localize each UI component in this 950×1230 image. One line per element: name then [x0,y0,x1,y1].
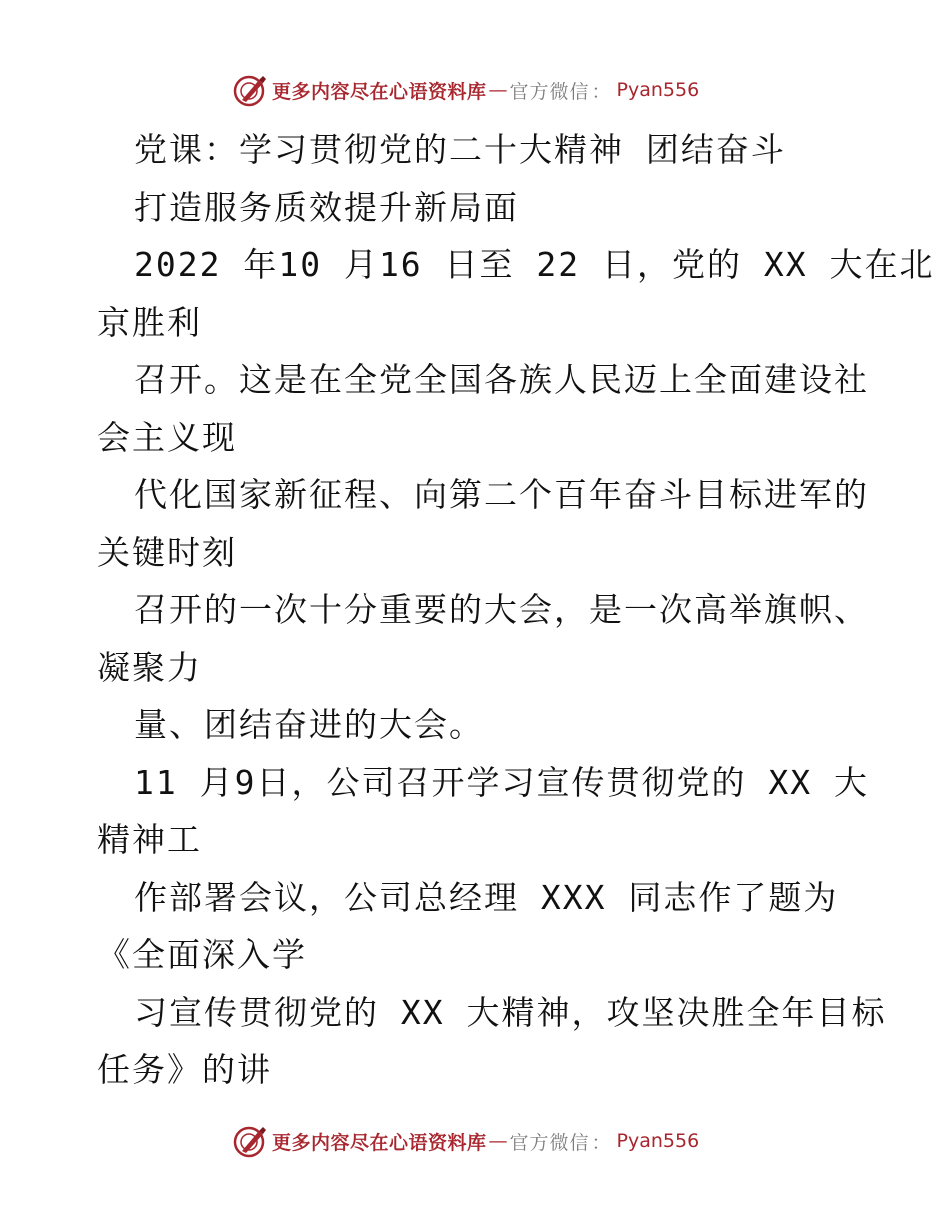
paragraph-line: 11 月9日，公司召开学习宣传贯彻党的 XX 大 [134,762,869,802]
document-body [97,121,935,1099]
paragraph-line: 精神工 [97,820,202,859]
paragraph-line: 代化国家新征程、向第二个百年奋斗目标进军的 [134,475,869,514]
paragraph-line: 凝聚力 [97,647,202,687]
paragraph-line: 京胜利 [97,302,202,342]
watermark-separator: — [488,1130,508,1152]
watermark-brand: 更多内容尽在心语资料库 [272,80,487,103]
watermark-separator: — [488,79,508,101]
watermark-colon: ： [591,1131,611,1154]
paragraph-line: 量、团结奋进的大会。 [134,705,484,744]
watermark-banner-bottom [232,1121,699,1161]
paragraph-line: 《全面深入学 [97,935,307,974]
watermark-account: Pyan556 [616,1130,700,1152]
pen-logo-icon [232,72,268,108]
paragraph-line: 2022 年10 月16 日至 22 日，党的 XX 大在北 [134,245,935,284]
doc-title-line-2: 打造服务质效提升新局面 [134,187,519,227]
watermark-account: Pyan556 [616,79,700,101]
paragraph-line: 召开。这是在全党全国各族人民迈上全面建设社 [134,360,869,399]
watermark-wechat-label: 官方微信 [509,1131,590,1154]
watermark-wechat-label: 官方微信 [509,80,590,103]
watermark-banner-top [232,70,699,110]
paragraph-line: 会主义现 [97,417,237,457]
paragraph-line: 习宣传贯彻党的 XX 大精神，攻坚决胜全年目标 [134,992,887,1032]
doc-title-line-1: 党课：学习贯彻党的二十大精神 团结奋斗 [134,130,786,169]
watermark-brand: 更多内容尽在心语资料库 [272,1131,487,1154]
watermark-colon: ： [591,80,611,103]
paragraph-line: 关键时刻 [97,532,237,572]
pen-logo-icon [232,1123,268,1159]
paragraph-line: 作部署会议，公司总经理 XXX 同志作了题为 [134,877,839,917]
paragraph-line: 任务》的讲 [97,1050,272,1089]
paragraph-line: 召开的一次十分重要的大会，是一次高举旗帜、 [134,590,869,629]
